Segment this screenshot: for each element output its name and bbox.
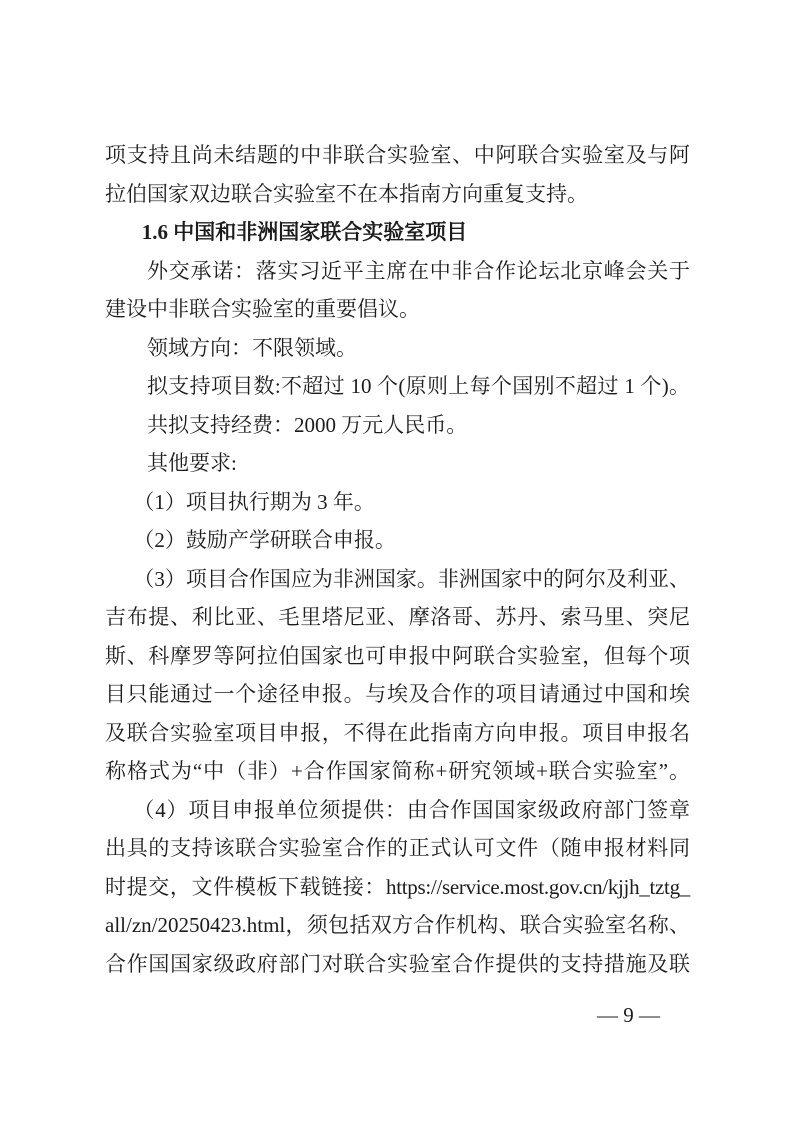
doc-line-item: （4）项目申报单位须提供：由合作国国家级政府部门签章 bbox=[133, 797, 690, 822]
doc-line: 出具的支持该联合实验室合作的正式认可文件（随申报材料同 bbox=[105, 836, 690, 860]
doc-line-url: all/zn/20250423.html，须包括双方合作机构、联合实验室名称、 bbox=[105, 913, 690, 937]
doc-line: 及联合实验室项目申报，不得在此指南方向申报。项目申报名 bbox=[105, 720, 690, 745]
section-heading: 1.6 中国和非洲国家联合实验室项目 bbox=[141, 220, 468, 244]
doc-line: 领域方向：不限领域。 bbox=[147, 335, 357, 360]
doc-line: 其他要求: bbox=[147, 451, 237, 475]
page-number: — 9 — bbox=[597, 1003, 660, 1027]
doc-line: 斯、科摩罗等阿拉伯国家也可申报中阿联合实验室，但每个项 bbox=[105, 643, 690, 668]
doc-line: 吉布提、利比亚、毛里塔尼亚、摩洛哥、苏丹、索马里、突尼 bbox=[105, 605, 690, 629]
doc-line: 目只能通过一个途径申报。与埃及合作的项目请通过中国和埃 bbox=[105, 682, 690, 706]
doc-line: 称格式为“中（非）+合作国家简称+研究领域+联合实验室”。 bbox=[105, 759, 690, 783]
doc-line-item: （3）项目合作国应为非洲国家。非洲国家中的阿尔及利亚、 bbox=[133, 566, 690, 591]
doc-line: 拟支持项目数:不超过 10 个(原则上每个国别不超过 1 个)。 bbox=[147, 374, 690, 398]
doc-line: 建设中非联合实验室的重要倡议。 bbox=[105, 297, 420, 321]
doc-line-item: （1）项目执行期为 3 年。 bbox=[133, 489, 375, 514]
doc-line: 项支持且尚未结题的中非联合实验室、中阿联合实验室及与阿 bbox=[105, 143, 690, 167]
doc-line: 共拟支持经费：2000 万元人民币。 bbox=[147, 412, 468, 437]
doc-line-url: 时提交，文件模板下载链接：https://service.most.gov.cn/kjjh_tztg_ bbox=[105, 874, 690, 899]
doc-line: 外交承诺：落实习近平主席在中非合作论坛北京峰会关于 bbox=[147, 258, 690, 283]
doc-line-item: （2）鼓励产学研联合申报。 bbox=[133, 528, 396, 552]
doc-line: 合作国国家级政府部门对联合实验室合作提供的支持措施及联 bbox=[105, 951, 690, 976]
doc-line: 拉伯国家双边联合实验室不在本指南方向重复支持。 bbox=[105, 181, 588, 206]
